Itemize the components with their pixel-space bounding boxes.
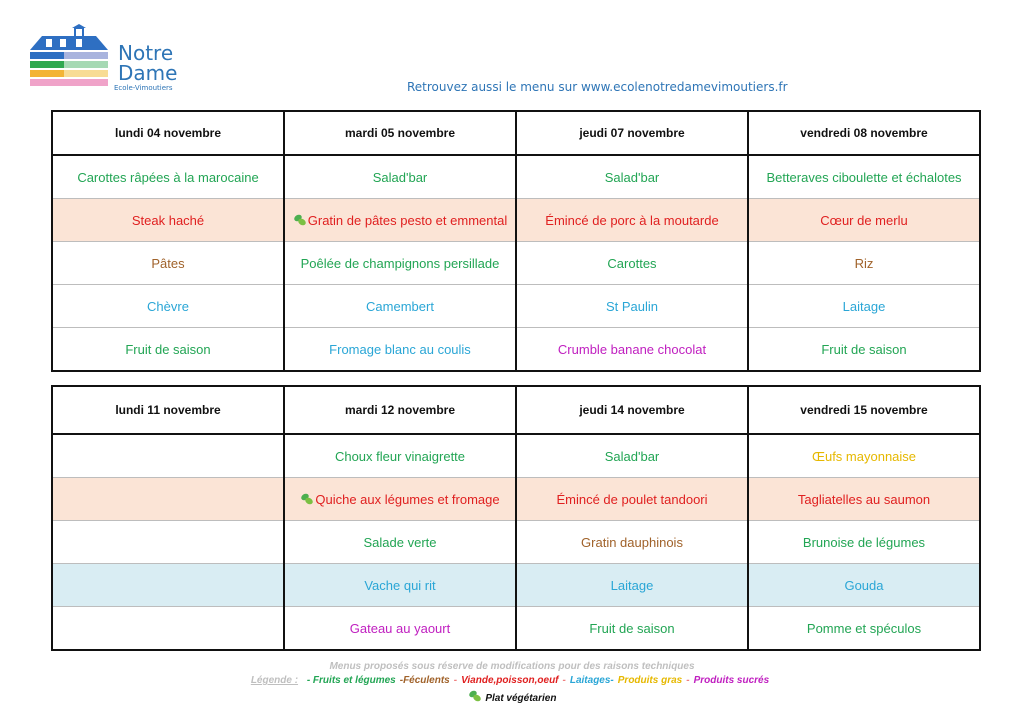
legend-item: -Féculents <box>399 675 450 686</box>
menu-item <box>516 199 748 242</box>
legend-item: - <box>686 675 690 686</box>
school-building-icon <box>26 24 186 96</box>
logo-text-notre: Notre <box>118 41 174 65</box>
legend-item: Laitages- <box>569 675 614 686</box>
menu-item-text: Riz <box>854 255 874 271</box>
day-header: mardi 12 novembre <box>284 386 516 434</box>
day-header-row <box>52 111 980 155</box>
website-note: Retrouvez aussi le menu sur www.ecolenotredamevimoutiers.fr <box>407 80 788 94</box>
day-header: vendredi 15 novembre <box>748 386 980 434</box>
menu-item-text: Chèvre <box>147 298 189 314</box>
menu-item <box>284 155 516 199</box>
menu-row-entree <box>52 434 980 478</box>
menu-item-text: Laitage <box>610 577 654 593</box>
menu-item-text: Carottes <box>607 255 657 271</box>
legend-item: Produits sucrés <box>693 675 770 686</box>
school-logo <box>26 24 186 96</box>
menu-item <box>284 242 516 285</box>
menu-item-text: Carottes râpées à la marocaine <box>77 169 259 185</box>
menu-item <box>516 607 748 651</box>
menu-item-text: Salad'bar <box>604 448 660 464</box>
menu-item <box>52 328 284 372</box>
menu-item-text: Quiche aux légumes et fromage <box>315 491 500 507</box>
vegetarian-leaf-icon <box>293 213 307 227</box>
legend-items <box>307 675 773 686</box>
menu-item <box>52 564 284 607</box>
menu-item <box>52 434 284 478</box>
menu-row-accompagnement <box>52 521 980 564</box>
menu-item <box>284 478 516 521</box>
menu-item-text: Cœur de merlu <box>820 212 908 228</box>
menu-row-plat <box>52 199 980 242</box>
menu-item-text: Fruit de saison <box>821 341 907 357</box>
vegetarian-legend <box>0 689 1024 704</box>
legend-item: - <box>453 675 458 686</box>
menu-item <box>748 521 980 564</box>
day-header: mardi 05 novembre <box>284 111 516 155</box>
menu-row-entree <box>52 155 980 199</box>
menu-item <box>516 328 748 372</box>
menu-item <box>284 434 516 478</box>
menu-item-text: Brunoise de légumes <box>802 534 926 550</box>
legend-item: - Fruits et légumes <box>306 675 396 686</box>
legend-item: Produits gras <box>617 675 683 686</box>
disclaimer-text: Menus proposés sous réserve de modifications pour des raisons techniques <box>329 661 695 672</box>
menu-item-text: Crumble banane chocolat <box>557 341 707 357</box>
menu-item <box>516 521 748 564</box>
menu-item-text: Pomme et spéculos <box>806 620 922 636</box>
menu-item-text: Fromage blanc au coulis <box>329 341 471 357</box>
menu-item <box>748 328 980 372</box>
legend <box>0 675 1024 686</box>
menu-item <box>748 478 980 521</box>
day-header: lundi 11 novembre <box>52 386 284 434</box>
menu-item-text: Pâtes <box>151 255 185 271</box>
menu-item <box>52 607 284 651</box>
menu-item <box>748 607 980 651</box>
menu-item-text: Camembert <box>366 298 434 314</box>
menu-item-text: Vache qui rit <box>364 577 436 593</box>
vegetarian-leaf-icon <box>300 492 314 506</box>
menu-item <box>52 478 284 521</box>
menu-table-week-2 <box>51 385 981 651</box>
menu-item <box>748 199 980 242</box>
menu-item-text: Steak haché <box>131 212 205 228</box>
menu-row-dessert <box>52 328 980 372</box>
menu-item <box>52 242 284 285</box>
menu-item <box>516 242 748 285</box>
logo-subtitle: Ecole-Vimoutiers <box>114 84 173 92</box>
day-header: jeudi 07 novembre <box>516 111 748 155</box>
menu-row-laitage <box>52 564 980 607</box>
menu-item <box>516 285 748 328</box>
menu-table-week-1 <box>51 110 981 372</box>
menu-item <box>748 242 980 285</box>
vegetarian-label: Plat végétarien <box>485 693 557 704</box>
logo-text-dame: Dame <box>118 61 178 85</box>
legend-item: - <box>562 675 566 686</box>
menu-item-text: Émincé de porc à la moutarde <box>545 212 719 228</box>
menu-item-text: Laitage <box>842 298 886 314</box>
menu-item-text: Œufs mayonnaise <box>811 448 917 464</box>
menu-item <box>52 199 284 242</box>
menu-row-laitage <box>52 285 980 328</box>
menu-item <box>516 155 748 199</box>
menu-item-text: St Paulin <box>605 298 659 314</box>
menu-item-text: Émincé de poulet tandoori <box>556 491 708 507</box>
menu-item-text: Salad'bar <box>604 169 660 185</box>
menu-item <box>284 285 516 328</box>
menu-item <box>516 478 748 521</box>
menu-item-text: Salade verte <box>363 534 437 550</box>
menu-item-text: Gratin dauphinois <box>581 534 683 550</box>
menu-item <box>284 564 516 607</box>
menu-item <box>52 521 284 564</box>
menu-item <box>748 285 980 328</box>
menu-item-text: Salad'bar <box>372 169 428 185</box>
legend-item: Viande,poisson,oeuf <box>461 675 559 686</box>
menu-item <box>284 521 516 564</box>
menu-item <box>516 564 748 607</box>
menu-row-dessert <box>52 607 980 651</box>
menu-item <box>284 199 516 242</box>
menu-item <box>284 607 516 651</box>
menu-item-text: Fruit de saison <box>125 341 211 357</box>
menu-item <box>516 434 748 478</box>
legend-label: Légende : <box>250 675 299 686</box>
menu-item <box>748 564 980 607</box>
menu-item-text: Tagliatelles au saumon <box>797 491 931 507</box>
menu-item-text: Gratin de pâtes pesto et emmental <box>307 212 508 228</box>
menu-item-text: Gouda <box>844 577 884 593</box>
menu-item <box>52 285 284 328</box>
day-header-row <box>52 386 980 434</box>
day-header: vendredi 08 novembre <box>748 111 980 155</box>
day-header: jeudi 14 novembre <box>516 386 748 434</box>
menu-item <box>52 155 284 199</box>
menu-row-plat <box>52 478 980 521</box>
menu-row-accompagnement <box>52 242 980 285</box>
menu-item <box>748 434 980 478</box>
menu-item-text: Betteraves ciboulette et échalotes <box>766 169 962 185</box>
menu-item <box>748 155 980 199</box>
menu-item-text: Poêlée de champignons persillade <box>300 255 500 271</box>
menu-item-text: Fruit de saison <box>589 620 675 636</box>
menu-item-text: Choux fleur vinaigrette <box>334 448 466 464</box>
vegetarian-leaf-icon <box>468 689 482 703</box>
day-header: lundi 04 novembre <box>52 111 284 155</box>
menu-item <box>284 328 516 372</box>
menu-item-text: Gateau au yaourt <box>349 620 451 636</box>
